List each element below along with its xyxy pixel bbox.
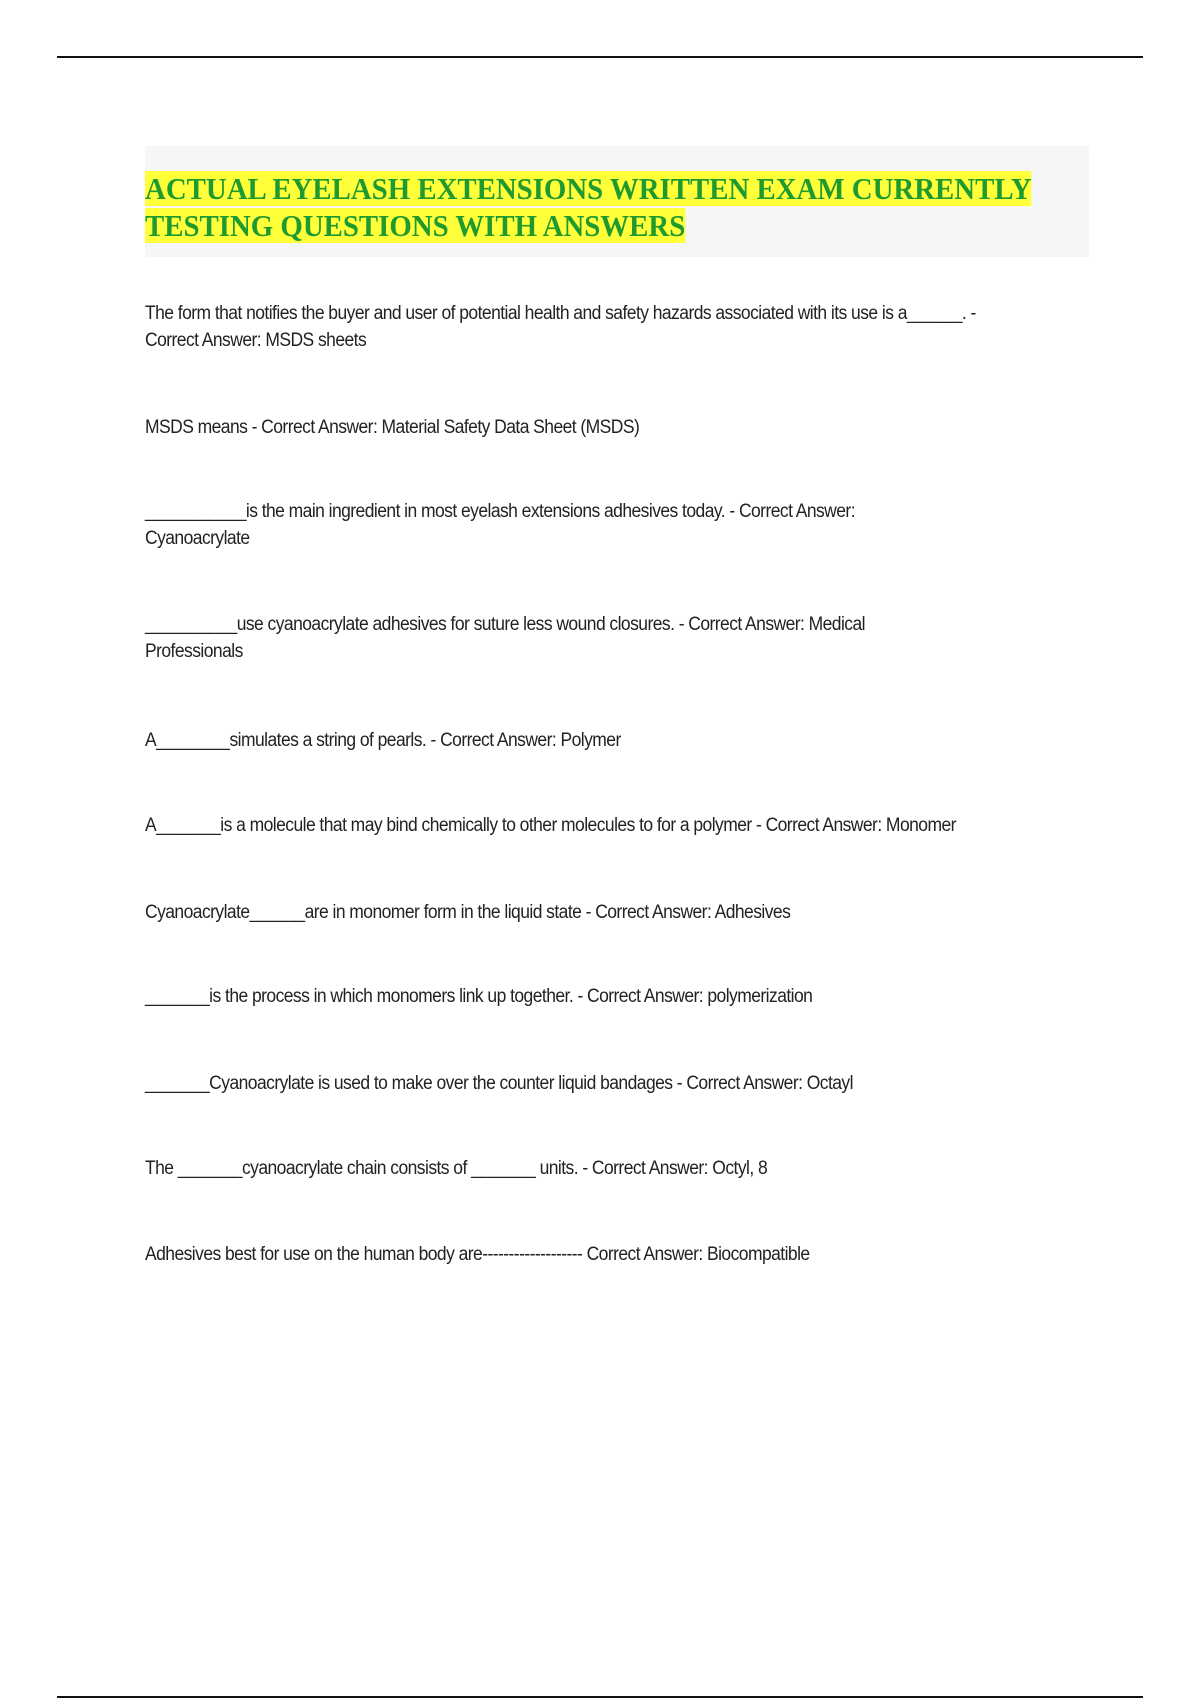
title-line-2: TESTING QUESTIONS WITH ANSWERS bbox=[145, 208, 686, 243]
bottom-rule bbox=[57, 1696, 1143, 1698]
question-item: MSDS means - Correct Answer: Material Safety Data Sheet (MSDS) bbox=[145, 417, 640, 438]
question-item: The _______cyanoacrylate chain consists of _______ units. - Correct Answer: Octyl, 8 bbox=[145, 1158, 768, 1179]
question-item: The form that notifies the buyer and user of potential health and safety hazards associated with its use is a______. - Correct Answer: MSDS sheets bbox=[145, 303, 976, 351]
question-item: __________use cyanoacrylate adhesives for suture less wound closures. - Correct Answer: Medical Professionals bbox=[145, 614, 866, 662]
question-item: _______is the process in which monomers link up together. - Correct Answer: polymerization bbox=[145, 986, 813, 1007]
title-line-1: ACTUAL EYELASH EXTENSIONS WRITTEN EXAM CURRENTLY bbox=[145, 171, 1032, 206]
question-item: A________simulates a string of pearls. - Correct Answer: Polymer bbox=[145, 730, 621, 751]
question-item: _______Cyanoacrylate is used to make over the counter liquid bandages - Correct Answer: Octayl bbox=[145, 1073, 853, 1094]
top-rule bbox=[57, 56, 1143, 58]
question-item: ___________is the main ingredient in most eyelash extensions adhesives today. - Correct Answer: Cyanoacrylate bbox=[145, 501, 856, 549]
question-item: Cyanoacrylate______are in monomer form in the liquid state - Correct Answer: Adhesives bbox=[145, 902, 791, 923]
document-title bbox=[145, 170, 1112, 244]
question-item: Adhesives best for use on the human body are------------------- Correct Answer: Biocompatible bbox=[145, 1244, 810, 1265]
question-item: A_______is a molecule that may bind chemically to other molecules to for a polymer - Correct Answer: Monomer bbox=[145, 815, 956, 836]
